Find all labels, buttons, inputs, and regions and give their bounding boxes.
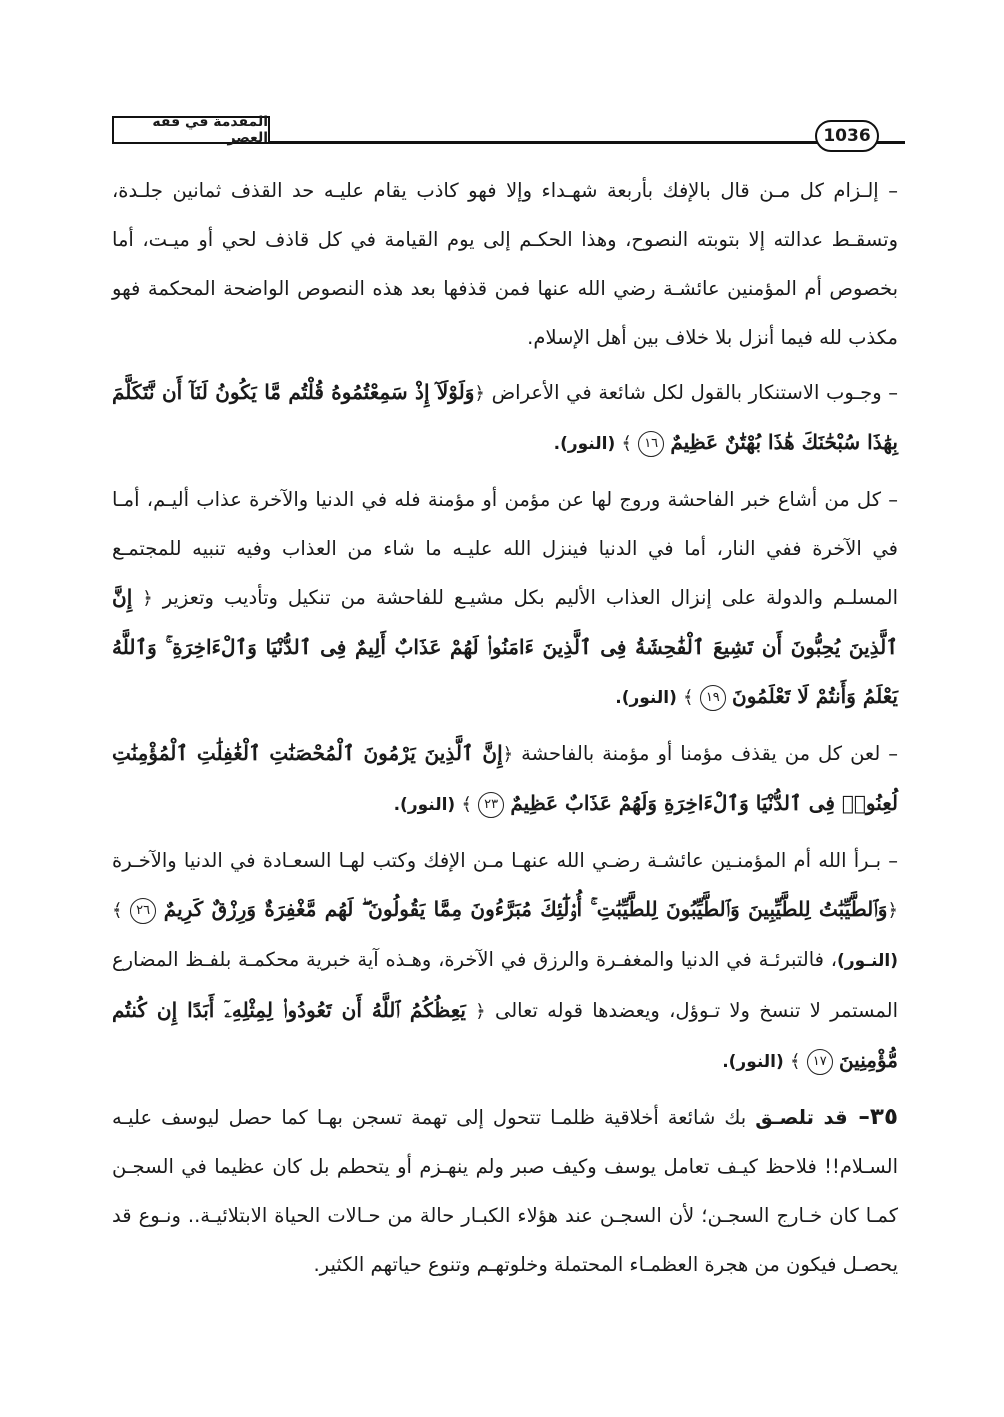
sura-name: (النـور): [837, 951, 898, 971]
paragraph-text: – إلـزام كل مـن قال بالإفك بأربعة شهـداء وإلا فهو كاذب يقام عليـه حد القذف ثمانين جلـدة، وتسقـط عدالته إلا بتوبته النصوح، وهذا الحكـم إلى يوم القيامة في كل قاذف لحي أو ميـت، أما بخصوص أم المؤمنين عائشـة رضي الله عنها فمن قذفها بعد هذه النصوص الواضحة المحكمة فهو مكذب لله فيما أنزل بلا خلاف بين أهل الإسلام.: [112, 179, 898, 349]
ayah-number-badge: ١٦: [638, 431, 664, 457]
quran-verse: وَلَوْلَآ إِذْ سَمِعْتُمُوهُ قُلْتُم مَّا يَكُونُ لَنَآ أَن نَّتَكَلَّمَ بِهَٰذَا سُبْحَٰنَكَ هَٰذَا بُهْتَٰنٌ عَظِيمٌ: [112, 380, 898, 454]
paragraph-text: – بـرأ الله أم المؤمنـين عائشـة رضـي الله عنهـا مـن الإفك وكتب لهـا السعـادة في الدنيا والآخـرة: [112, 849, 898, 872]
sura-name: (النور).: [615, 688, 677, 708]
ayah-number-badge: ٢٣: [478, 792, 504, 818]
item-number: ٣٥: [869, 1104, 898, 1130]
paragraph-5: [112, 836, 898, 1087]
ornament-close: ﴾: [683, 687, 694, 708]
paragraph-4: [112, 729, 898, 830]
page-number: 1036: [815, 120, 879, 152]
ornament-open: ﴿: [887, 900, 898, 921]
paragraph-3: [112, 475, 898, 723]
running-title: المقدمة في فقه العصر: [112, 116, 270, 142]
page-body: [112, 166, 898, 1295]
quran-verse: يَعِظُكُمُ ٱللَّهُ أَن تَعُودُوا۟ لِمِثْلِهِۦٓ أَبَدًا إِن كُنتُم مُّؤْمِنِينَ: [112, 998, 898, 1072]
sura-name: (النور).: [553, 434, 616, 454]
sura-name: (النور).: [722, 1052, 784, 1072]
ornament-close: ﴾: [621, 433, 632, 454]
sura-name: (النور).: [393, 795, 456, 815]
ornament-open: ﴿: [475, 1001, 486, 1022]
paragraph-text: بك شائعة أخلاقية ظلمـا تتحول إلى تهمة تسجن بهـا كما حصل ليوسف عليـه السـلام!! فلاحظ كيـف تعامل يوسف وكيف صبر ولم ينهـزم أو يتحطم بل كان عظيما في السجـن كمـا كان خـارج السجـن؛ لأن السجـن عند هؤلاء الكبـار حالة من حـالات الحياة الابتلائيـة.. ونـوع قد يحصـل فيكون من هجرة العظمـاء المحتملة وخلوتهـم وتنوع حياتهم الكثير.: [112, 1106, 898, 1276]
quran-verse: إِنَّ ٱلَّذِينَ يُحِبُّونَ أَن تَشِيعَ ٱلْفَٰحِشَةُ فِى ٱلَّذِينَ ءَامَنُوا۟ لَهُمْ عَذَابٌ أَلِيمٌ فِى ٱلدُّنْيَا وَٱلْءَاخِرَةِ ۚ وَٱللَّهُ يَعْلَمُ وَأَنتُمْ لَا تَعْلَمُونَ: [112, 585, 898, 708]
ornament-close: ﴾: [789, 1051, 801, 1072]
paragraph-text: ، فالتبرئـة في الدنيا والمغفـرة والرزق في الآخرة، وهـذه آية خبرية محكمـة بلفـظ المضارع المستمر لا تنسخ ولا تـوؤل، ويعضدها قوله تعالى: [112, 948, 899, 1022]
ornament-close: ﴾: [461, 794, 472, 815]
ayah-number-badge: ٢٦: [130, 898, 156, 924]
quran-verse: إِنَّ ٱلَّذِينَ يَرْمُونَ ٱلْمُحْصَنَٰتِ ٱلْغَٰفِلَٰتِ ٱلْمُؤْمِنَٰتِ لُعِنُوا۟ فِى ٱلدُّنْيَا وَٱلْءَاخِرَةِ وَلَهُمْ عَذَابٌ عَظِيمٌ: [112, 741, 898, 815]
paragraph-2: [112, 368, 898, 469]
ornament-close: ﴾: [112, 900, 123, 921]
ayah-number-badge: ١٩: [700, 685, 726, 711]
paragraph-text: – كل من أشاع خبر الفاحشة وروج لها عن مؤمن أو مؤمنة فله في الدنيا والآخرة عذاب أليـم، أمـا في الآخرة ففي النار، أما في الدنيا فينزل الله عليـه ما شاء من العذاب وفيه تنبيه للمجتمـع المسلـم والدولة على إنزال العذاب الأليم بكل مشيـع للفاحشة من تنكيل وتأديب وتعزير: [112, 488, 899, 609]
paragraph-text: – وجـوب الاستنكار بالقول لكل شائعة في الأعراض: [491, 381, 899, 404]
item-lead: قد تلصـق: [755, 1106, 848, 1129]
numbered-item: ٣٥– قد تلصـق بك شائعة أخلاقية ظلمـا تتحول إلى تهمة تسجن بهـا كما حصل ليوسف عليـه السـلام!! فلاحظ كيـف تعامل يوسف وكيف صبر ولم ينهـزم أو يتحطم بل كان عظيما في السجـن كمـا كان خـارج السجـن؛ لأن السجـن عند هؤلاء الكبـار حالة من حـالات الحياة الابتلائيـة.. ونـوع قد يحصـل فيكون من هجرة العظمـاء المحتملة وخلوتهـم وتنوع حياتهم الكثير.: [112, 1104, 898, 1276]
paragraph-1: [112, 166, 898, 362]
ornament-open: ﴿: [502, 744, 514, 765]
quran-verse: وَٱلطَّيِّبَٰتُ لِلطَّيِّبِينَ وَٱلطَّيِّبُونَ لِلطَّيِّبَٰتِ ۚ أُو۟لَٰٓئِكَ مُبَرَّءُونَ مِمَّا يَقُولُونَ ۖ لَهُم مَّغْفِرَةٌ وَرِزْقٌ كَرِيمٌ: [163, 897, 888, 921]
ornament-open: ﴿: [142, 588, 153, 609]
ayah-number-badge: ١٧: [807, 1049, 833, 1075]
ornament-open: ﴿: [474, 383, 485, 404]
paragraph-text: – لعن كل من يقذف مؤمنا أو مؤمنة بالفاحشة: [521, 742, 898, 765]
